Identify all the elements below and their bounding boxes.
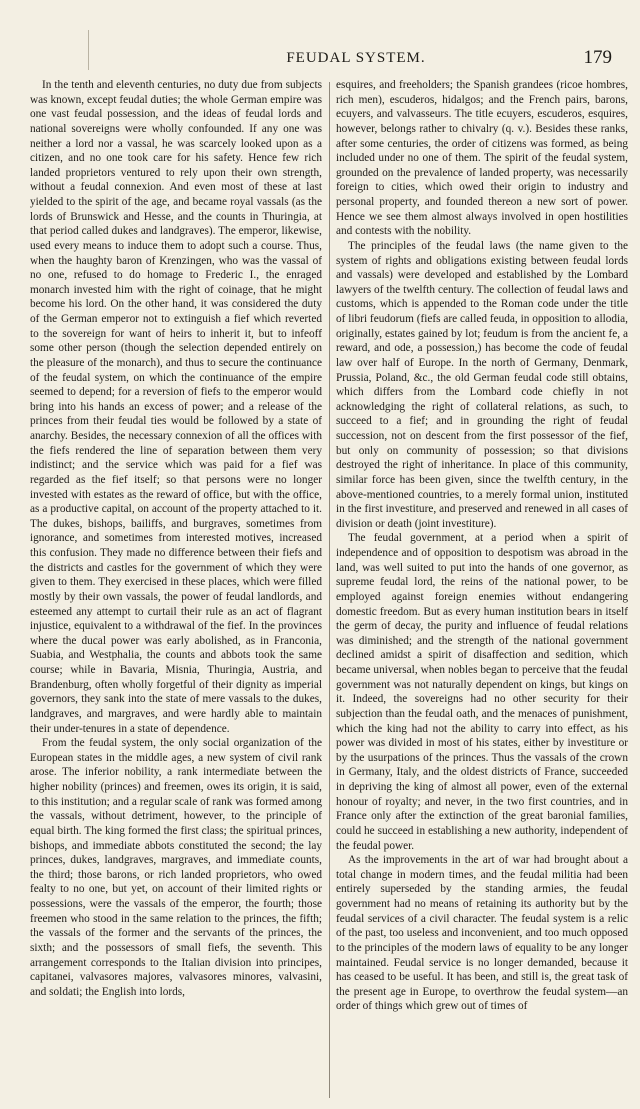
paragraph: In the tenth and eleventh centuries, no duty due from subjects was known, except feudal duties; the whole German empire was one vast feudal possession, and the ideas of feudal lords and national sovereigns were wholly confounded. If any one was neither a lord nor a vassal, he was scarcely looked upon as a citizen, and no one took care for his safety. Hence few rich landed proprietors ventured to rely upon their own strength, without a feudal connexion. And even most of these at last yielded to the spirit of the age, and became royal vassals (as the lords of Brunswick and Hesse, and the counts in Thuringia, at that period called dukes and landgraves). The emperor, likewise, used every means to induce them to adopt such a course. Thus, when the haughty baron of Krenzingen, who was the vassal of no one, refused to do homage to Frederic I., the enraged monarch invested him with the right of coinage, that he might become his lord. On the other hand, it was considered the duty of the German emperor not to extinguish a fief which reverted to the sovereign for want of heirs to inherit it, but to infeoff some other person (though the selection depended entirely on the pleasure of the monarch), and thus to secure the continuance of the feudal system, on which the continuance of the empire seemed to depend; for a reversion of fiefs to the emperor would bring into his hands an excess of power; and a release of the princes from their feudal ties would be followed by a state of anarchy. Besides, the necessary connexion of all the offices with the fiefs rendered the line of separation between them very indistinct; and the service which was paid for a fief was regarded as the fief itself; so that persons were no longer invested with estates as the reward of office, but with the office, as a productive capital, on account of the property attached to it. The dukes, bishops, bailiffs, and burgraves, sometimes from ignorance, and sometimes from interested motives, increased this confusion. They made no difference between their fiefs and the districts and castles for the government of which they were given to them. They exercised in these places, which were filled mostly by their own vassals, the power of feudal landlords, and esteemed any attempt to curtail their rule as an act of flagrant injustice, equivalent to a withdrawal of the fief. In the provinces where the ducal power was early abolished, as in Franconia, Suabia, and Westphalia, the counts and abbots took the same course; while in Bavaria, Misnia, Thuringia, Austria, and Brandenburg, often wholly forgetful of their dignity as imperial governors, they sank into the state of mere vassals to the dukes, landgraves, and margraves, and were hardly able to maintain their under-tenures in a state of dependence. bbox=[30, 79, 322, 735]
paragraph: The feudal government, at a period when a spirit of independence and of opposition to despotism was abroad in the land, was well suited to put into the hands of one governor, as supreme feudal lord, the reins of the national power, to be employed against foreign enemies without endangering domestic freedom. But as every human institution bears in itself the germ of decay, the purity and influence of feudal relations was diminished; and the strength of the national government declined amidst a spirit of disaffection and sedition, which became universal, when nobles began to perceive that the feudal government was not naturally dependent on kings, but kings on it. Indeed, the sovereigns had no other security for their subjection than the feudal oath, and the menaces of punishment, which the king had not the ability to carry into effect, as his power was divided in most of his states, either by investiture or by the usurpations of the princes. Thus the vassals of the crown in Germany, Italy, and the oldest districts of France, succeeded in depriving the king of almost all power, even of the external honour of royalty; and never, in the two first countries, and in France only after the extinction of the great baronial families, could he succeed in establishing a new authority, independent of the feudal power. bbox=[336, 532, 628, 852]
paragraph: The principles of the feudal laws (the name given to the system of rights and obligations existing between feudal lords and vassals) were developed and established by the Lombard lawyers of the twelfth century. The collection of feudal laws and customs, which is appended to the Roman code under the title of libri feudorum (fiefs are called feuda, in opposition to allodia, originally, estates gained by lot; feudum is from the ancient fe, a reward, and ode, a possession,) has become the code of feudal law over half of Europe. In the north of Germany, Denmark, Prussia, Poland, &c., the old German feudal code still obtains, which differs from the Lombard code chiefly in not acknowledging the right of collateral relations, as such, to succeed to a fief; and in grounding the right of feudal succession, not on descent from the first possessor of the fief, but only on community of possession; so that divisions destroyed the right of inheritance. In place of this community, similar force has been given, since the twelfth century, in the above-mentioned countries, to a merely formal union, instituted in the first investiture, and preserved and renewed in all cases of division or death (joint investiture). bbox=[336, 239, 628, 530]
paragraph: esquires, and freeholders; the Spanish grandees (ricoe hombres, rich men), escuderos, hidalgos; and the French pairs, barons, ecuyers, and valvasseurs. The title ecuyers, escuderos, esquires, however, belongs rather to chivalry (q. v.). Besides these ranks, after some centuries, the order of citizens was formed, as being included under no one of them. The spirit of the feudal system, grounded on the prevalence of landed property, was necessarily foreign to cities, which owed their origin to industry and personal property, and founded thereon a new sort of power. Hence we see them almost always involved in open hostilities and contests with the nobility. bbox=[336, 79, 628, 238]
running-title: FEUDAL SYSTEM. bbox=[286, 50, 426, 66]
right-column bbox=[336, 78, 628, 1098]
left-column bbox=[30, 78, 322, 1098]
paragraph: From the feudal system, the only social organization of the European states in the middle ages, a new system of civil rank arose. The inferior nobility, a rank intermediate between the higher nobility (princes) and freemen, owes its origin, it is said, to this institution; and a regular scale of rank was formed among the vassals, without detriment, however, to the principle of equal birth. The king formed the first class; the spiritual princes, bishops, and immediate abbots constituted the second; the lay princes, dukes, landgraves, margraves, and immediate counts, the third; those barons, or rich landed proprietors, who owed fealty to no one, but yet, on account of their limited rights or possessions, were the vassals of the emperor, the fourth; those freemen who stood in the same relation to the princes, the fifth; the vassals of the former and the servants of the princes, the sixth; and the possessors of small fiefs, the seventh. This arrangement corresponds to the Italian division into principes, capitanei, valvasores majores, valvasores minores, valvasini, and soldati; the English into lords, bbox=[30, 737, 322, 998]
page-number: 179 bbox=[583, 47, 612, 68]
text-columns bbox=[30, 78, 628, 1098]
column-divider bbox=[329, 82, 330, 1098]
running-head bbox=[30, 47, 612, 72]
paragraph: As the improvements in the art of war had brought about a total change in modern times, and the feudal militia had been entirely superseded by the standing armies, the feudal government had no means of retaining its authority but by the feudal services of a civil character. The feudal system is a relic of the past, too useless and inconvenient, and too much opposed to the principles of the modern laws of equality to be any longer maintained. Feudal service is no longer demanded, because it has ceased to be useful. It has been, and still is, the great task of the present age in Europe, to overthrow the feudal system—an order of things which grew out of times of bbox=[336, 854, 628, 1013]
